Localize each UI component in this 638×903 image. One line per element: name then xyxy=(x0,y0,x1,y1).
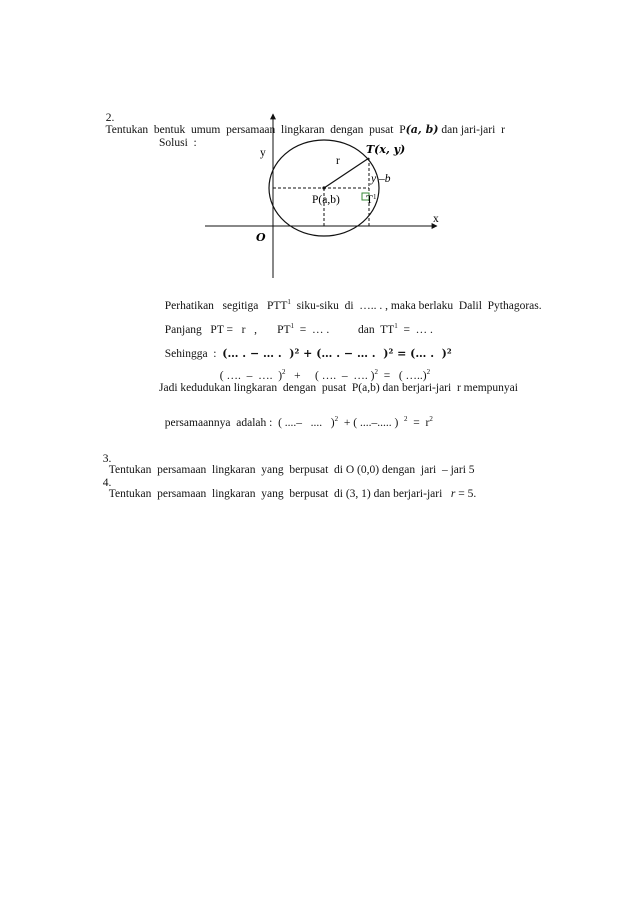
persamaan-part2: + ( ....–..... ) xyxy=(338,416,405,429)
panjang-part2: = … . dan TT xyxy=(294,323,395,336)
q2-text: Tentukan bentuk umum persamaan lingkaran dengan pusat P xyxy=(105,124,406,136)
persamaan-sup3: 2 xyxy=(429,414,433,423)
persamaan-sup2: 2 xyxy=(404,414,408,423)
perhatikan-text: Perhatikan segitiga PTT xyxy=(164,299,288,312)
radius-line xyxy=(324,158,369,188)
origin-label: O xyxy=(256,231,266,244)
q4-text-before: Tentukan persamaan lingkaran yang berpusat di (3, 1) dan berjari-jari xyxy=(108,488,451,500)
q4-text xyxy=(109,488,477,500)
t-label: T(x, y) xyxy=(366,143,406,156)
q2-number: 2. xyxy=(105,111,115,124)
eq-part1: ( …. – …. ) xyxy=(219,369,283,382)
solusi-label: Solusi : xyxy=(159,137,197,149)
panjang-part3: = … . xyxy=(397,323,433,336)
y-label: y xyxy=(260,147,266,159)
sehingga-math: (… . − … . )² + (… . − … . )² = (… . )² xyxy=(222,346,452,360)
yb-label: y –b xyxy=(371,173,391,185)
sehingga-line xyxy=(159,336,452,360)
q2-pusat-math: (a, b) xyxy=(405,123,439,136)
r-label: r xyxy=(336,155,340,167)
eq-sup1: 2 xyxy=(282,367,286,376)
eq-part2: + ( …. – …. ) xyxy=(285,369,375,382)
center-label: P(a,b) xyxy=(312,194,340,206)
center-point xyxy=(322,186,325,189)
sehingga-label: Sehingga : xyxy=(164,347,223,360)
panjang-sup1: 1 xyxy=(290,321,294,330)
q4-text-after: = 5. xyxy=(455,488,477,500)
q3-number: 3. xyxy=(102,452,112,465)
x-label: x xyxy=(433,213,439,225)
panjang-part1: Panjang PT = r , PT xyxy=(164,323,291,336)
panjang-line xyxy=(159,313,433,336)
persamaan-sup1: 2 xyxy=(334,414,339,423)
perhatikan-sup: 1 xyxy=(287,297,291,306)
q2-text-after: dan jari-jari r xyxy=(438,124,505,136)
panjang-sup2: 1 xyxy=(394,321,398,330)
persamaan-part1: persamaannya adalah : ( ....– .... ) xyxy=(164,416,335,429)
eq-sup2: 2 xyxy=(374,367,378,376)
eq-part3: = ( …..) xyxy=(377,369,427,382)
perhatikan-line xyxy=(159,289,542,312)
t1-label: $T^1$ xyxy=(366,193,377,206)
perhatikan-rest: siku-siku di ….. . , maka berlaku Dalil Pythagoras. xyxy=(290,299,542,312)
persamaan-part3: = r xyxy=(407,416,430,429)
q4-r-symbol: r xyxy=(450,488,456,500)
q3-text: Tentukan persamaan lingkaran yang berpusat di O (0,0) dengan jari – jari 5 xyxy=(108,464,475,476)
persamaan-line xyxy=(159,406,433,429)
equation-line xyxy=(214,359,430,382)
q4-number: 4. xyxy=(102,476,112,489)
eq-sup3: 2 xyxy=(426,367,431,376)
q4-line xyxy=(97,466,476,501)
jadi-line: Jadi kedudukan lingkaran dengan pusat P(a,b) dan berjari-jari r mempunyai xyxy=(159,382,518,394)
